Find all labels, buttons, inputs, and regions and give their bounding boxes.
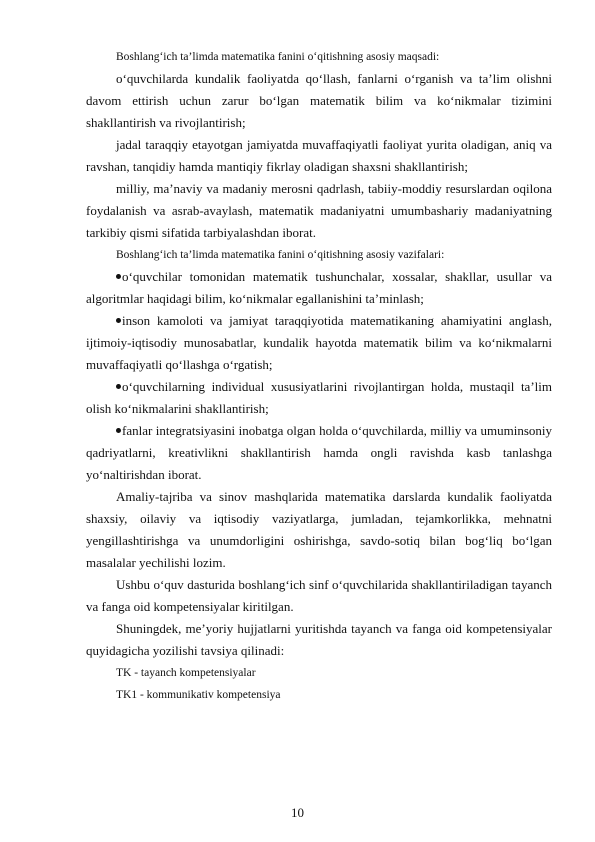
document-page (86, 46, 552, 706)
aims-paragraph-1: o‘quvchilarda kundalik faoliyatda qo‘llash, fanlarni o‘rganish va ta’lim olishni davom ettirish uchun zarur bo‘lgan matematik bilim va ko‘nikmalar tizimini shakllantirish va rivojlantirish; (86, 71, 552, 130)
bullet-dot-icon (116, 428, 121, 433)
aims-paragraph-2: jadal taraqqiy etayotgan jamiyatda muvaffaqiyatli faoliyat yurita oladigan, aniq va ravshan, tanqidiy hamda mantiqiy fikrlay oladigan shaxsni shakllantirish; (86, 137, 552, 174)
task-bullet-2 (86, 310, 552, 376)
task-bullet-4 (86, 420, 552, 486)
task-bullet-1 (86, 266, 552, 310)
aims-paragraph-3: milliy, ma’naviy va madaniy merosni qadrlash, tabiiy-moddiy resurslardan oqilona foydalanish va asrab-avaylash, matematik madaniyatni umumbashariy madaniyatning tarkibiy qismi sifatida tarbiyalashdan iborat. (86, 181, 552, 240)
task-bullet-3 (86, 376, 552, 420)
bullet-dot-icon (116, 318, 121, 323)
tk1-definition: TK1 - kommunikativ kompetensiya (116, 689, 281, 701)
tk-definition: TK - tayanch kompetensiyalar (116, 667, 256, 679)
task-bullet-text: inson kamoloti va jamiyat taraqqiyotida matematikaning ahamiyatini anglash, ijtimoiy-iqtisodiy munosabatlar, kundalik hayotda matematik bilim va ko‘nikmalarni muvaffaqiyatli qo‘llashga o‘rgatish; (86, 313, 552, 372)
competencies-paragraph: Ushbu o‘quv dasturida boshlang‘ich sinf o‘quvchilarida shakllantiriladigan tayanch va fanga oid kompetensiyalar kiritilgan. (86, 577, 552, 614)
notation-paragraph: Shuningdek, me’yoriy hujjatlarni yuritishda tayanch va fanga oid kompetensiyalar quyidagicha yozilishi tavsiya qilinadi: (86, 621, 552, 658)
aims-heading: Boshlang‘ich ta’limda matematika fanini o‘qitishning asosiy maqsadi: (116, 51, 440, 63)
page-number: 10 (291, 805, 304, 820)
bullet-dot-icon (116, 274, 121, 279)
task-bullet-text: o‘quvchilarning individual xususiyatlarini rivojlantirgan holda, mustaqil ta’lim olish ko‘nikmalarini shakllantirish; (86, 379, 552, 416)
task-bullet-text: o‘quvchilar tomonidan matematik tushunchalar, xossalar, shakllar, usullar va algoritmlar haqidagi bilim, ko‘nikmalar egallanishini ta’minlash; (86, 269, 552, 306)
tasks-heading: Boshlang‘ich ta’limda matematika fanini o‘qitishning asosiy vazifalari: (116, 249, 445, 261)
bullet-dot-icon (116, 384, 121, 389)
task-bullet-text: fanlar integratsiyasini inobatga olgan holda o‘quvchilarda, milliy va umuminsoniy qadriyatlarni, kreativlikni shakllantirish hamda ongli ravishda kasb tanlashga yo‘naltirishdan iborat. (86, 423, 552, 482)
practice-paragraph: Amaliy-tajriba va sinov mashqlarida matematika darslarda kundalik faoliyatda shaxsiy, oilaviy va iqtisodiy vaziyatlarga, jumladan, tejamkorlikka, mehnatni yengillashtirishga va unumdorligini oshirishga, savdo-sotiq bilan bog‘liq bo‘lgan masalalar yechilishi lozim. (86, 489, 552, 570)
